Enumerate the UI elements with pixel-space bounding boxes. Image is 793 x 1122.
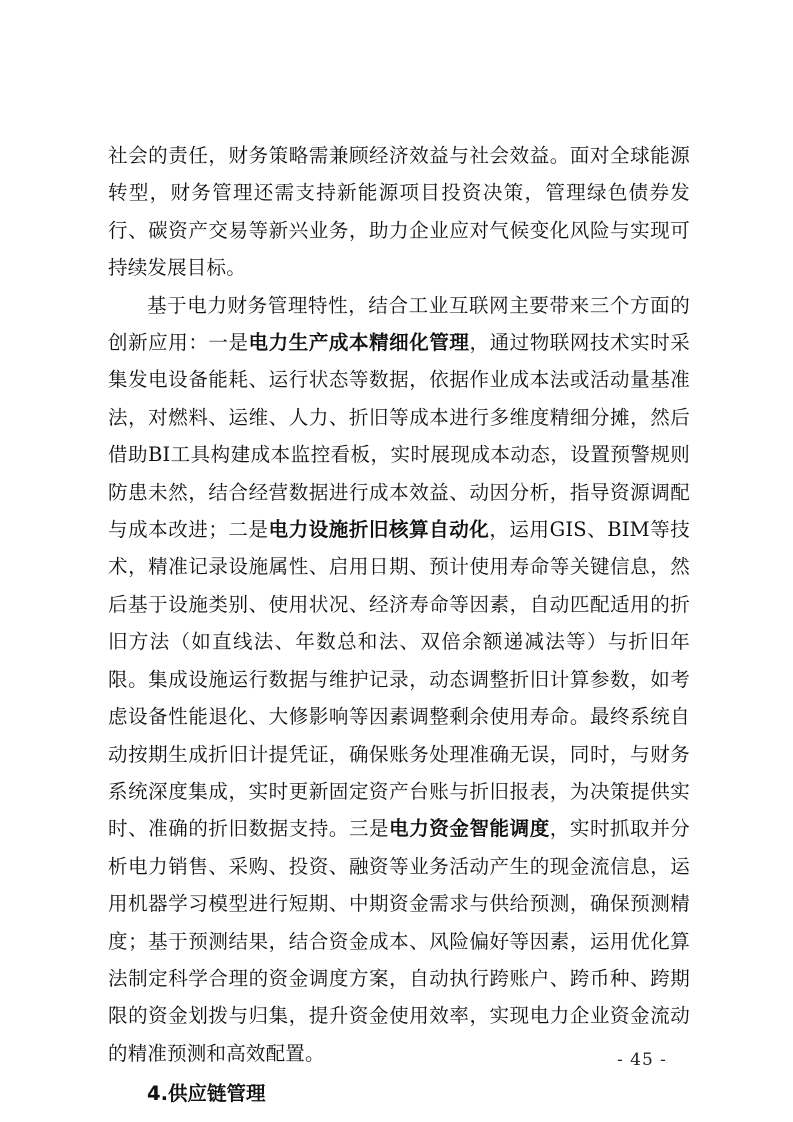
bold-term-fund-scheduling: 电力资金智能调度 xyxy=(389,817,550,841)
paragraph-innovation-applications xyxy=(108,287,690,1073)
paragraph-intro: 基于电力财务管理特性，结合工业互联网主要带来三个方面的创新应用：一是 xyxy=(108,293,690,355)
bold-term-cost-management: 电力生产成本精细化管理 xyxy=(248,331,470,355)
page-number: - 45 - xyxy=(617,1050,667,1070)
page-body xyxy=(108,137,690,1113)
section-heading-supply-chain: 4.供应链管理 xyxy=(147,1082,266,1106)
paragraph-text-depreciation: ，运用GIS、BIM等技术，精准记录设施属性、启用日期、预计使用寿命等关键信息，然后基于设施类别、使用状况、经济寿命等因素，自动匹配适用的折旧方法（如直线法、年数总和法、双倍余额递减法等）与折旧年限。集成设施运行数据与维护记录，动态调整折旧计算参数，如考虑设备性能退化、大修影响等因素调整剩余使用寿命。最终系统自动按期生成折旧计提凭证，确保账务处理准确无误，同时，与财务系统深度集成，实时更新固定资产台账与折旧报表，为决策提供实时、准确的折旧数据支持。三是 xyxy=(108,518,690,841)
paragraph-text-cost: ，通过物联网技术实时采集发电设备能耗、运行状态等数据，依据作业成本法或活动量基准法，对燃料、运维、人力、折旧等成本进行多维度精细分摊，然后借助BI工具构建成本监控看板，实时展现成本动态，设置预警规则防患未然，结合经营数据进行成本效益、动因分析，指导资源调配与成本改进；二是 xyxy=(108,331,691,542)
bold-term-depreciation: 电力设施折旧核算自动化 xyxy=(268,518,490,542)
paragraph-continuation: 社会的责任，财务策略需兼顾经济效益与社会效益。面对全球能源转型，财务管理还需支持新能源项目投资决策，管理绿色债券发行、碳资产交易等新兴业务，助力企业应对气候变化风险与实现可持续发展目标。 xyxy=(108,144,690,280)
paragraph-text-fund: ，实时抓取并分析电力销售、采购、投资、融资等业务活动产生的现金流信息，运用机器学习模型进行短期、中期资金需求与供给预测，确保预测精度；基于预测结果，结合资金成本、风险偏好等因素，运用优化算法制定科学合理的资金调度方案，自动执行跨账户、跨币种、跨期限的资金划拨与归集，提升资金使用效率，实现电力企业资金流动的精准预测和高效配置。 xyxy=(108,817,690,1065)
